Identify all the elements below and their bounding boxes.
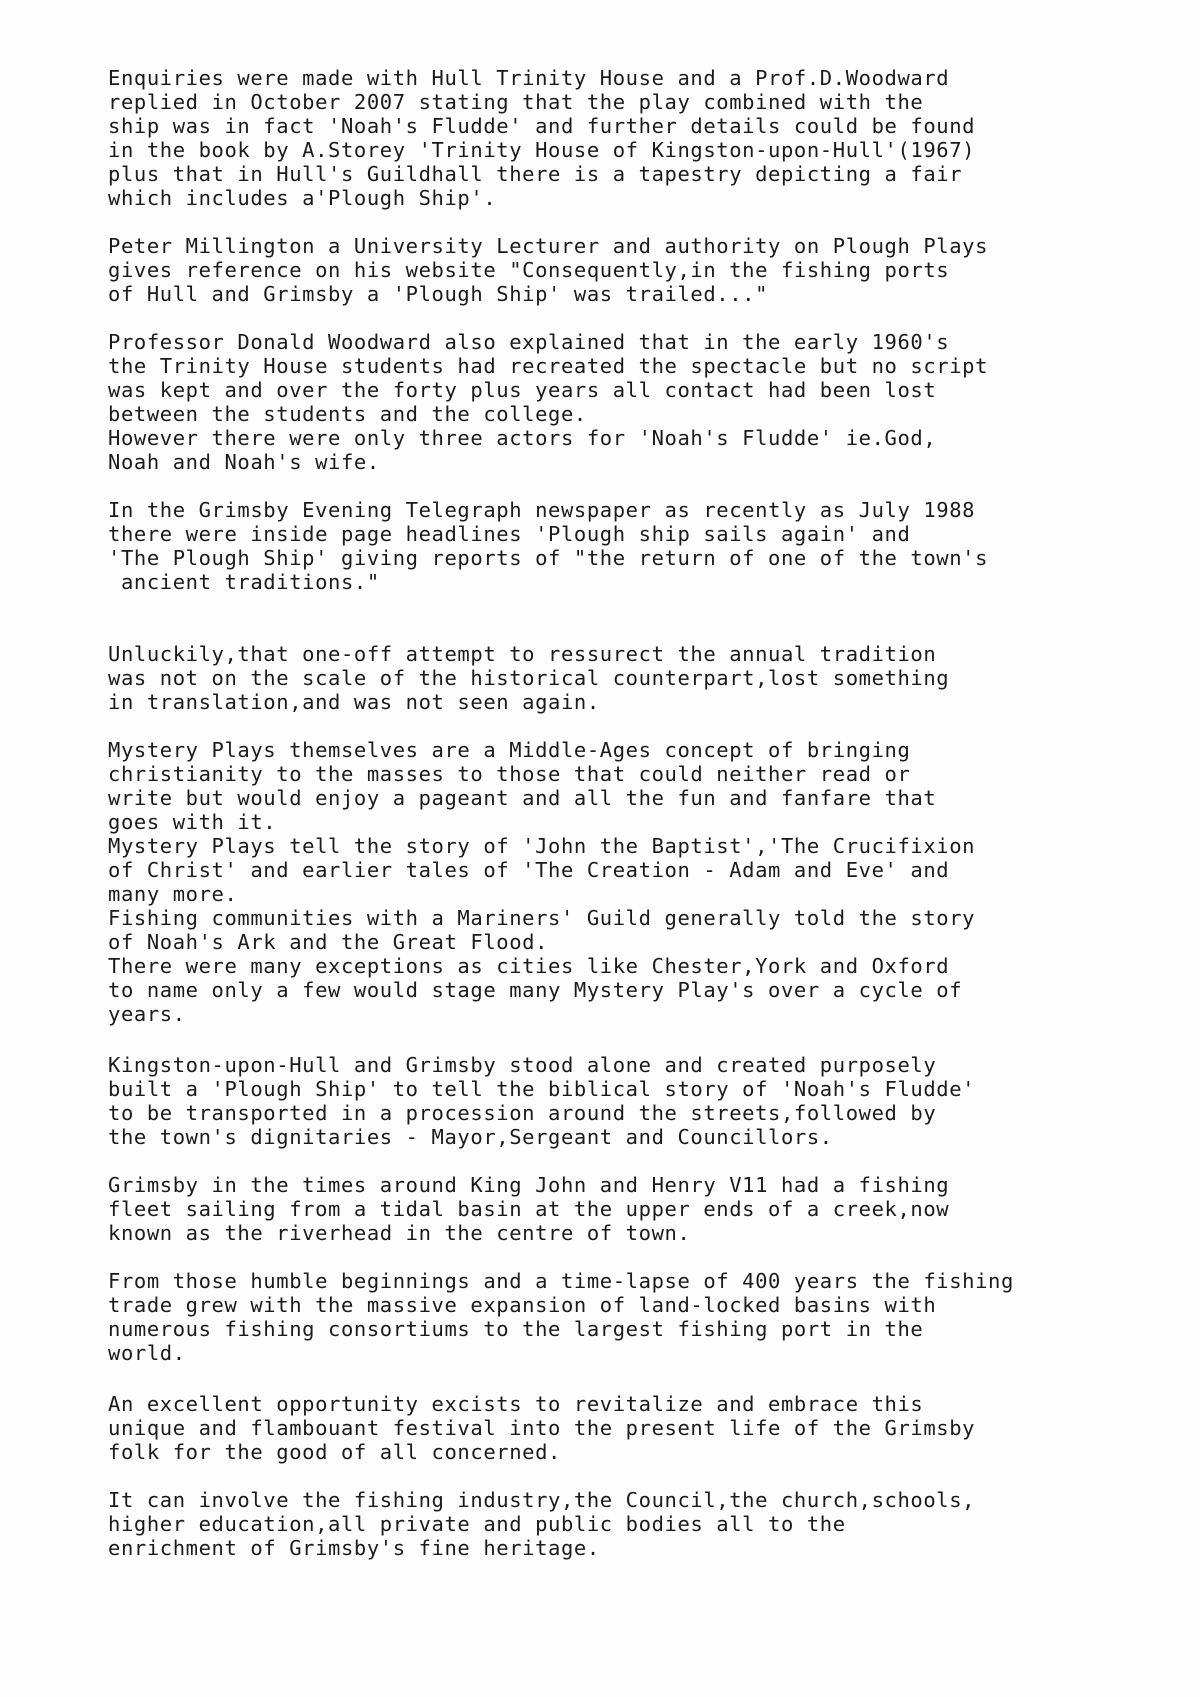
text-line: world. [108, 1341, 186, 1365]
text-line: plus that in Hull's Guildhall there is a tapestry depicting a fair [108, 162, 963, 186]
paragraph-humble-beginnings [108, 1269, 1118, 1365]
paragraph-involve-industry [108, 1488, 1118, 1560]
text-line: There were many exceptions as cities like Chester,York and Oxford [108, 954, 950, 978]
text-line: 'The Plough Ship' giving reports of "the return of one of the town's [108, 546, 989, 570]
paragraph-grimsby-telegraph [108, 498, 1118, 594]
paragraph-trinity-house-enquiry [108, 66, 1118, 210]
paragraph-spacer [108, 1365, 1118, 1392]
paragraph-peter-millington [108, 234, 1118, 306]
text-line: built a 'Plough Ship' to tell the biblical story of 'Noah's Fludde' [108, 1077, 976, 1101]
paragraph-spacer [108, 714, 1118, 738]
text-line: folk for the good of all concerned. [108, 1440, 561, 1464]
paragraph-spacer [108, 474, 1118, 498]
text-line: was not on the scale of the historical counterpart,lost something [108, 666, 950, 690]
text-line: to name only a few would stage many Mystery Play's over a cycle of [108, 978, 963, 1002]
text-line: Mystery Plays tell the story of 'John the Baptist','The Crucifixion [108, 834, 976, 858]
text-line: the town's dignitaries - Mayor,Sergeant and Councillors. [108, 1125, 833, 1149]
paragraph-excellent-opportunity [108, 1392, 1118, 1464]
text-line: Professor Donald Woodward also explained that in the early 1960's [108, 330, 950, 354]
paragraph-king-john [108, 1173, 1118, 1245]
text-line: From those humble beginnings and a time-lapse of 400 years the fishing [108, 1269, 1014, 1293]
text-line: higher education,all private and public bodies all to the [108, 1512, 846, 1536]
text-line: ship was in fact 'Noah's Fludde' and further details could be found [108, 114, 976, 138]
text-line: However there were only three actors for 'Noah's Fludde' ie.God, [108, 426, 937, 450]
paragraph-spacer [108, 1464, 1118, 1488]
text-line: replied in October 2007 stating that the play combined with the [108, 90, 924, 114]
text-line: Peter Millington a University Lecturer and authority on Plough Plays [108, 234, 989, 258]
text-line: Enquiries were made with Hull Trinity House and a Prof.D.Woodward [108, 66, 950, 90]
paragraph-donald-woodward [108, 330, 1118, 474]
text-line: write but would enjoy a pageant and all the fun and fanfare that [108, 786, 937, 810]
text-line: christianity to the masses to those that could neither read or [108, 762, 911, 786]
text-line: Mystery Plays themselves are a Middle-Ages concept of bringing [108, 738, 911, 762]
text-line: many more. [108, 882, 238, 906]
document-body [108, 66, 1118, 1560]
paragraph-spacer [108, 1026, 1118, 1053]
text-line: of Christ' and earlier tales of 'The Creation - Adam and Eve' and [108, 858, 950, 882]
text-line: goes with it. [108, 810, 277, 834]
text-line: between the students and the college. [108, 402, 587, 426]
text-line: the Trinity House students had recreated the spectacle but no script [108, 354, 989, 378]
text-line: It can involve the fishing industry,the Council,the church,schools, [108, 1488, 976, 1512]
paragraph-spacer [108, 210, 1118, 234]
text-line: enrichment of Grimsby's fine heritage. [108, 1536, 600, 1560]
text-line: in translation,and was not seen again. [108, 690, 600, 714]
text-line: Noah and Noah's wife. [108, 450, 380, 474]
text-line: Unluckily,that one-off attempt to ressurect the annual tradition [108, 642, 937, 666]
text-line: which includes a'Plough Ship'. [108, 186, 497, 210]
paragraph-mystery-plays [108, 738, 1118, 1026]
text-line: trade grew with the massive expansion of land-locked basins with [108, 1293, 937, 1317]
text-line: unique and flambouant festival into the present life of the Grimsby [108, 1416, 976, 1440]
text-line: in the book by A.Storey 'Trinity House of Kingston-upon-Hull'(1967) [108, 138, 976, 162]
paragraph-kingston-grimsby [108, 1053, 1118, 1149]
paragraph-spacer [108, 594, 1118, 642]
paragraph-spacer [108, 306, 1118, 330]
text-line: ancient traditions." [108, 570, 380, 594]
text-line: In the Grimsby Evening Telegraph newspaper as recently as July 1988 [108, 498, 976, 522]
text-line: An excellent opportunity excists to revitalize and embrace this [108, 1392, 924, 1416]
paragraph-unluckily [108, 642, 1118, 714]
text-line: was kept and over the forty plus years all contact had been lost [108, 378, 937, 402]
paragraph-spacer [108, 1149, 1118, 1173]
text-line: gives reference on his website "Consequently,in the fishing ports [108, 258, 950, 282]
paragraph-spacer [108, 1245, 1118, 1269]
text-line: Fishing communities with a Mariners' Guild generally told the story [108, 906, 976, 930]
text-line: fleet sailing from a tidal basin at the upper ends of a creek,now [108, 1197, 950, 1221]
text-line: to be transported in a procession around the streets,followed by [108, 1101, 937, 1125]
text-line: of Hull and Grimsby a 'Plough Ship' was trailed..." [108, 282, 769, 306]
text-line: numerous fishing consortiums to the largest fishing port in the [108, 1317, 924, 1341]
text-line: Grimsby in the times around King John and Henry V11 had a fishing [108, 1173, 950, 1197]
text-line: Kingston-upon-Hull and Grimsby stood alone and created purposely [108, 1053, 937, 1077]
text-line: known as the riverhead in the centre of town. [108, 1221, 691, 1245]
text-line: there were inside page headlines 'Plough ship sails again' and [108, 522, 911, 546]
text-line: years. [108, 1002, 186, 1026]
text-line: of Noah's Ark and the Great Flood. [108, 930, 549, 954]
